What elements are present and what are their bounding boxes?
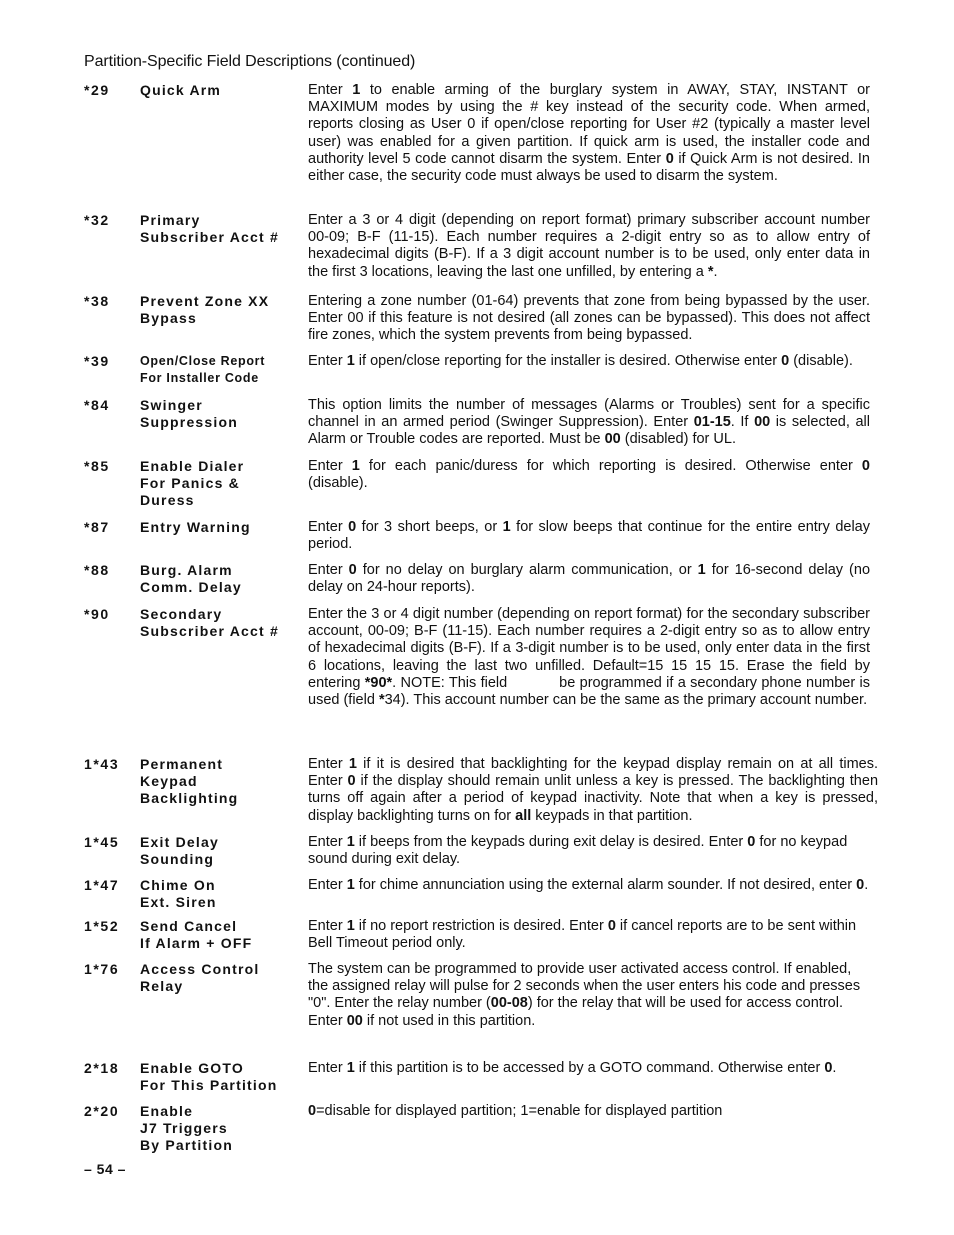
field-description: Enter 1 if open/close reporting for the installer is desired. Otherwise enter 0 (disable).: [308, 353, 853, 369]
field-description: Enter 1 to enable arming of the burglary system in AWAY, STAY, INSTANT or MAXIMUM modes by using the # key instead of the security code. When armed, reports closing as User 0 if open/close reporting for User #2 (typically a master level user) was enabled for a given partition. If quick arm is used, the installer code and authority level 5 code cannot disarm the system. Enter 0 if Quick Arm is not desired. In either case, the security code must always be used to disarm the system.: [308, 82, 870, 185]
field-description: The system can be programmed to provide user activated access control. If enabled, the assigned relay will pulse for 2 seconds when the user enters his code and presses "0". Enter the relay number (00-08) for the relay that will be used for access control. Enter 00 if not used in this partition.: [308, 961, 861, 1029]
field-number: 1*45: [84, 834, 120, 850]
field-number: *90: [84, 606, 110, 622]
field-name: Send Cancel If Alarm + OFF: [140, 918, 253, 951]
field-name: Enable Dialer For Panics & Duress: [140, 458, 245, 508]
field-number: *39: [84, 353, 110, 369]
field-description: Enter the 3 or 4 digit number (depending on report format) for the secondary subscriber account, 00-09; B-F (11-15). Each number requires a 2-digit entry so as to allow entry of hexadecimal digits (B-F). If a 3-digit number is to be used, only enter data in the first 6 locations, leaving the last two unfilled. Default=15 15 15 15. Erase the field by entering *90*. NOTE: This field be programmed if a secondary phone number is used (field *34). This account number can be the same as the primary account number.: [308, 606, 870, 709]
field-number: 1*76: [84, 961, 120, 977]
field-number: *84: [84, 397, 110, 413]
field-name: Access Control Relay: [140, 961, 260, 994]
field-number: 2*20: [84, 1103, 120, 1119]
field-name: Open/Close Report For Installer Code: [140, 354, 266, 385]
field-name: Burg. Alarm Comm. Delay: [140, 562, 242, 595]
field-number: *87: [84, 519, 110, 535]
page-number: – 54 –: [84, 1161, 126, 1177]
field-name: Secondary Subscriber Acct #: [140, 606, 279, 639]
field-number: 2*18: [84, 1060, 120, 1076]
field-number: *88: [84, 562, 110, 578]
field-name: Quick Arm: [140, 82, 222, 98]
field-name: Primary Subscriber Acct #: [140, 212, 279, 245]
field-number: *85: [84, 458, 110, 474]
field-name: Chime On Ext. Siren: [140, 877, 217, 910]
field-description: This option limits the number of messages (Alarms or Troubles) sent for a specific channel in an armed period (Swinger Suppression). Enter 01-15. If 00 is selected, all Alarm or Trouble codes are reported. Must be 00 (disabled) for UL.: [308, 397, 870, 448]
field-description: Enter 1 if no report restriction is desired. Enter 0 if cancel reports are to be sent within Bell Timeout period only.: [308, 918, 857, 952]
field-description: Entering a zone number (01-64) prevents that zone from being bypassed by the user. Enter 00 if this feature is not desired (all zones can be bypassed). This does not affect fire zones, which the system prevents from being bypassed.: [308, 293, 870, 344]
field-description: 0=disable for displayed partition; 1=enable for displayed partition: [308, 1103, 723, 1119]
field-name: Enable GOTO For This Partition: [140, 1060, 278, 1093]
field-description: Enter 1 if it is desired that backlighting for the keypad display remain on at all times. Enter 0 if the display should remain unlit unless a key is pressed. The backlighting then turns off again after a period of keypad inactivity. Note that when a key is pressed, display backlighting turns on for all keypads in that partition.: [308, 756, 879, 824]
field-name: Enable J7 Triggers By Partition: [140, 1103, 233, 1153]
field-description: Enter 1 if beeps from the keypads during exit delay is desired. Enter 0 for no keypad sound during exit delay.: [308, 834, 848, 868]
page-heading: Partition-Specific Field Descriptions (continued): [84, 53, 416, 70]
field-description: Enter 1 for each panic/duress for which reporting is desired. Otherwise enter 0 (disable).: [308, 458, 870, 492]
field-description: Enter 1 for chime annunciation using the external alarm sounder. If not desired, enter 0.: [308, 877, 869, 893]
field-number: *29: [84, 82, 110, 98]
field-number: *38: [84, 293, 110, 309]
field-number: 1*43: [84, 756, 120, 772]
field-number: 1*47: [84, 877, 120, 893]
field-name: Exit Delay Sounding: [140, 834, 219, 867]
field-number: *32: [84, 212, 110, 228]
field-description: Enter a 3 or 4 digit (depending on report format) primary subscriber account number 00-09; B-F (11-15). Each number requires a 2-digit entry so as to allow entry of hexadecimal digits (B-F). If a 3 digit account number is to be used, only enter data in the first 3 locations, leaving the last one unfilled, by entering a *.: [308, 212, 870, 280]
field-name: Prevent Zone XX Bypass: [140, 293, 270, 326]
field-number: 1*52: [84, 918, 120, 934]
field-name: Permanent Keypad Backlighting: [140, 756, 239, 806]
field-name: Entry Warning: [140, 519, 251, 535]
field-description: Enter 0 for 3 short beeps, or 1 for slow beeps that continue for the entire entry delay period.: [308, 519, 870, 553]
field-description: Enter 0 for no delay on burglary alarm communication, or 1 for 16-second delay (no delay on 24-hour reports).: [308, 562, 871, 596]
field-description: Enter 1 if this partition is to be accessed by a GOTO command. Otherwise enter 0.: [308, 1060, 837, 1076]
field-name: Swinger Suppression: [140, 397, 238, 430]
